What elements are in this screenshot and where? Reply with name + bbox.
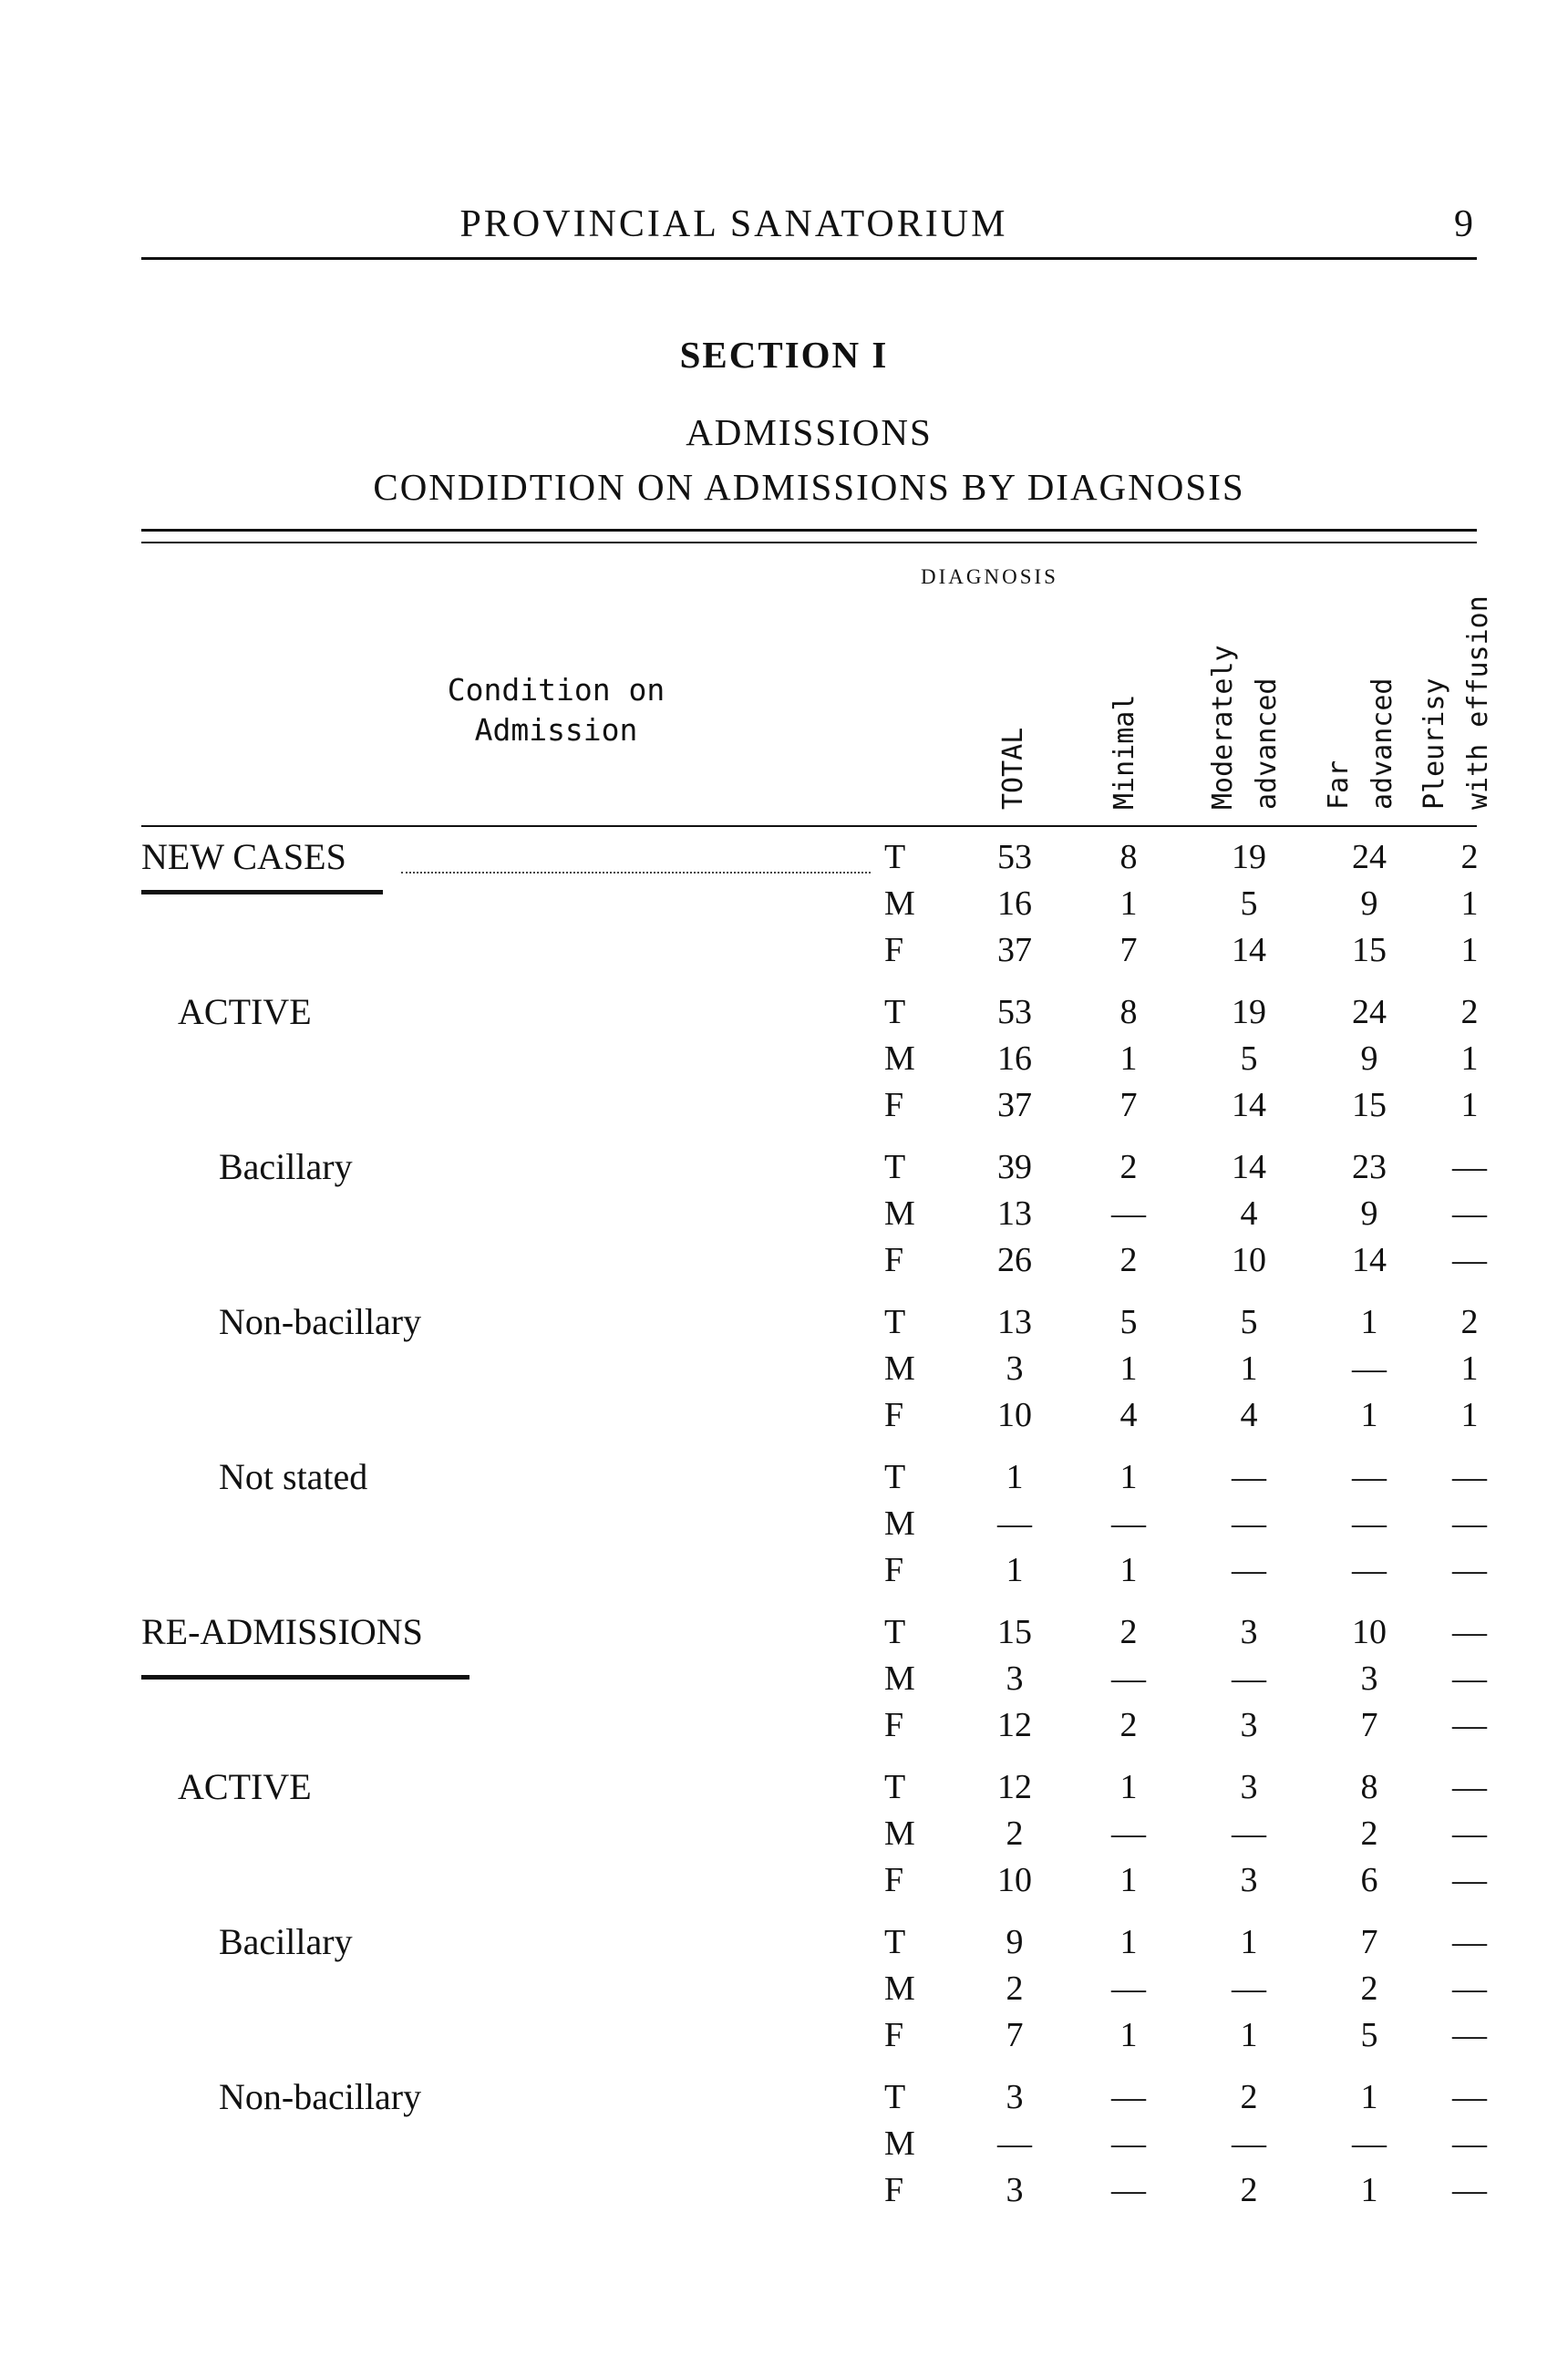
running-head-title: PROVINCIAL SANATORIUM — [459, 203, 1008, 245]
header-rule — [141, 257, 1477, 260]
table-cell: — — [1452, 1768, 1487, 1806]
row-label: Bacillary — [219, 1146, 353, 1187]
table-cell: 3 — [1240, 1706, 1258, 1744]
table-cell: 6 — [1360, 1861, 1378, 1899]
table-cell: 2 — [1119, 1241, 1138, 1279]
sex-code: F — [884, 1241, 904, 1279]
table-cell: 10 — [997, 1396, 1032, 1434]
sex-code: F — [884, 1706, 904, 1744]
table-cell: — — [1452, 2078, 1487, 2116]
table-cell: — — [1111, 1194, 1146, 1233]
column-header-line: with effusion — [1462, 595, 1494, 810]
table-cell: 1 — [1119, 1458, 1138, 1496]
table-cell: 1 — [1460, 1039, 1479, 1078]
sex-code: T — [884, 993, 906, 1031]
column-header-line: advanced — [1251, 677, 1283, 810]
table-top-rule — [141, 529, 1477, 532]
sex-code: T — [884, 1303, 906, 1341]
sex-code: M — [884, 1194, 915, 1233]
table-cell: 7 — [1360, 1706, 1378, 1744]
table-cell: — — [1232, 1504, 1266, 1543]
table-cell: — — [1232, 1551, 1266, 1589]
table-cell: — — [1452, 1504, 1487, 1543]
table-cell: 1 — [1360, 2078, 1378, 2116]
table-cell: 1 — [1240, 1923, 1258, 1961]
table-cell: 1 — [1460, 1349, 1479, 1388]
table-cell: 16 — [997, 1039, 1032, 1078]
table-cell: — — [1232, 1458, 1266, 1496]
header-bottom-rule — [141, 825, 1477, 827]
table-cell: 3 — [1360, 1659, 1378, 1698]
table-cell: 2 — [1360, 1969, 1378, 2008]
table-cell: 39 — [997, 1148, 1032, 1186]
table-cell: 2 — [1240, 2078, 1258, 2116]
table-cell: 4 — [1240, 1396, 1258, 1434]
table-cell: 53 — [997, 838, 1032, 876]
table-cell: 8 — [1119, 838, 1138, 876]
table-cell: 3 — [1240, 1861, 1258, 1899]
table-cell: 5 — [1119, 1303, 1138, 1341]
sex-code: M — [884, 1039, 915, 1078]
table-cell: — — [1232, 1969, 1266, 2008]
sex-code: F — [884, 1551, 904, 1589]
table-cell: — — [1111, 2171, 1146, 2209]
new-cases-underline — [141, 890, 383, 894]
table-cell: — — [1111, 1504, 1146, 1543]
table-cell: 9 — [1360, 884, 1378, 923]
table-cell: — — [1352, 1504, 1387, 1543]
table-cell: — — [1111, 1969, 1146, 2008]
table-cell: 7 — [1006, 2016, 1024, 2054]
sex-code: M — [884, 884, 915, 923]
table-cell: 1 — [1460, 884, 1479, 923]
column-header — [1103, 694, 1140, 811]
table-cell: — — [1452, 1923, 1487, 1961]
table-cell: — — [1452, 2016, 1487, 2054]
table-cell: 10 — [1232, 1241, 1266, 1279]
row-label: Non-bacillary — [219, 2076, 422, 2117]
table-cell: — — [1452, 1551, 1487, 1589]
table-cell: — — [997, 2124, 1032, 2163]
table-cell: 15 — [1352, 1086, 1387, 1124]
table-cell: 2 — [1360, 1814, 1378, 1853]
table-cell: 4 — [1119, 1396, 1138, 1434]
table-cell: 2 — [1240, 2171, 1258, 2209]
table-cell: — — [997, 1504, 1032, 1543]
column-header-line: Minimal — [1109, 694, 1140, 810]
column-header — [1317, 677, 1398, 811]
sex-code: T — [884, 838, 906, 876]
table-cell: — — [1452, 1148, 1487, 1186]
table-cell: 1 — [1460, 1086, 1479, 1124]
table-cell: 7 — [1119, 931, 1138, 969]
table-cell: 13 — [997, 1303, 1032, 1341]
table-cell: 2 — [1119, 1706, 1138, 1744]
sex-code: F — [884, 931, 904, 969]
table-cell: 14 — [1352, 1241, 1387, 1279]
sex-code: T — [884, 1923, 906, 1961]
table-cell: 1 — [1119, 2016, 1138, 2054]
sex-code: F — [884, 1086, 904, 1124]
table-cell: — — [1352, 1551, 1387, 1589]
table-cell: 1 — [1240, 1349, 1258, 1388]
table-cell: 9 — [1360, 1194, 1378, 1233]
table-cell: 37 — [997, 1086, 1032, 1124]
table-cell: 2 — [1460, 1303, 1479, 1341]
table-cell: 23 — [1352, 1148, 1387, 1186]
table-cell: 2 — [1460, 993, 1479, 1031]
sex-code: F — [884, 2171, 904, 2209]
table-cell: — — [1352, 2124, 1387, 2163]
table-cell: 19 — [1232, 838, 1266, 876]
table-cell: 1 — [1240, 2016, 1258, 2054]
condition-header-line: Admission — [474, 712, 638, 748]
table-cell: 19 — [1232, 993, 1266, 1031]
table-cell: 5 — [1240, 1303, 1258, 1341]
table-cell: — — [1452, 2124, 1487, 2163]
row-label: Not stated — [219, 1456, 368, 1497]
table-cell: — — [1352, 1458, 1387, 1496]
row-label: ACTIVE — [178, 991, 312, 1032]
table-cell: 2 — [1460, 838, 1479, 876]
table-cell: 3 — [1006, 1349, 1024, 1388]
table-cell: 1 — [1119, 1923, 1138, 1961]
sex-code: T — [884, 2078, 906, 2116]
page-number: 9 — [1454, 203, 1473, 245]
table-caption: CONDIDTION ON ADMISSIONS BY DIAGNOSIS — [373, 466, 1245, 508]
sex-code: M — [884, 1969, 915, 2008]
column-header-line: Far — [1323, 760, 1355, 810]
table-cell: 2 — [1006, 1969, 1024, 2008]
sex-code: T — [884, 1458, 906, 1496]
condition-header-line: Condition on — [447, 672, 665, 708]
column-header-line: Pleurisy — [1418, 677, 1450, 810]
table-cell: 5 — [1240, 1039, 1258, 1078]
table-cell: 1 — [1119, 884, 1138, 923]
table-cell: 1 — [1119, 1039, 1138, 1078]
sex-code: T — [884, 1148, 906, 1186]
table-cell: 1 — [1360, 2171, 1378, 2209]
table-cell: 26 — [997, 1241, 1032, 1279]
table-cell: — — [1452, 1613, 1487, 1651]
row-label: RE-ADMISSIONS — [141, 1611, 423, 1652]
table-cell: — — [1452, 2171, 1487, 2209]
table-cell: — — [1452, 1969, 1487, 2008]
table-cell: 1 — [1360, 1396, 1378, 1434]
table-cell: 14 — [1232, 931, 1266, 969]
table-cell: 1 — [1119, 1349, 1138, 1388]
table-cell: 1 — [1460, 1396, 1479, 1434]
row-label: Non-bacillary — [219, 1301, 422, 1342]
table-cell: 9 — [1360, 1039, 1378, 1078]
table-cell: 10 — [1352, 1613, 1387, 1651]
table-cell: 2 — [1119, 1613, 1138, 1651]
table-cell: 1 — [1119, 1768, 1138, 1806]
column-header — [992, 727, 1029, 811]
table-cell: — — [1232, 1659, 1266, 1698]
table-cell: 24 — [1352, 838, 1387, 876]
table-cell: — — [1452, 1458, 1487, 1496]
section-title: SECTION I — [679, 334, 889, 376]
table-cell: — — [1111, 2078, 1146, 2116]
table-cell: 37 — [997, 931, 1032, 969]
table-cell: 8 — [1119, 993, 1138, 1031]
table-cell: 3 — [1240, 1613, 1258, 1651]
table-cell: 1 — [1119, 1551, 1138, 1589]
sex-code: M — [884, 1814, 915, 1853]
dotted-leader — [401, 872, 871, 874]
table-cell: 2 — [1006, 1814, 1024, 1853]
sex-code: T — [884, 1613, 906, 1651]
row-label: NEW CASES — [141, 836, 346, 877]
sex-code: M — [884, 2124, 915, 2163]
table-cell: 53 — [997, 993, 1032, 1031]
table-cell: 7 — [1119, 1086, 1138, 1124]
table-cell: 15 — [997, 1613, 1032, 1651]
diagnosis-group-header: DIAGNOSIS — [921, 565, 1058, 588]
column-header-line: Moderately — [1207, 645, 1239, 810]
table-cell: 13 — [997, 1194, 1032, 1233]
sex-code: T — [884, 1768, 906, 1806]
table-cell: — — [1111, 1659, 1146, 1698]
table-cell: 1 — [1006, 1551, 1024, 1589]
table-cell: 24 — [1352, 993, 1387, 1031]
sex-code: F — [884, 1396, 904, 1434]
table-cell: 15 — [1352, 931, 1387, 969]
table-cell: — — [1111, 1814, 1146, 1853]
table-cell: 1 — [1006, 1458, 1024, 1496]
table-cell: 7 — [1360, 1923, 1378, 1961]
table-cell: 4 — [1240, 1194, 1258, 1233]
table-cell: — — [1452, 1861, 1487, 1899]
table-cell: 10 — [997, 1861, 1032, 1899]
table-cell: 1 — [1360, 1303, 1378, 1341]
table-cell: 8 — [1360, 1768, 1378, 1806]
column-header — [1413, 595, 1494, 811]
condition-column-header — [328, 670, 784, 750]
table-cell: 3 — [1240, 1768, 1258, 1806]
table-cell: 3 — [1006, 2078, 1024, 2116]
table-cell: 5 — [1360, 2016, 1378, 2054]
table-cell: — — [1452, 1814, 1487, 1853]
row-label: ACTIVE — [178, 1766, 312, 1807]
table-cell: 5 — [1240, 884, 1258, 923]
table-cell: 14 — [1232, 1086, 1266, 1124]
sex-code: F — [884, 2016, 904, 2054]
readmissions-underline — [141, 1675, 469, 1680]
sex-code: F — [884, 1861, 904, 1899]
table-cell: 14 — [1232, 1148, 1266, 1186]
column-header-line: advanced — [1367, 677, 1398, 810]
table-cell: — — [1452, 1194, 1487, 1233]
sex-code: M — [884, 1504, 915, 1543]
table-cell: — — [1111, 2124, 1146, 2163]
table-cell: 16 — [997, 884, 1032, 923]
table-cell: 1 — [1460, 931, 1479, 969]
section-subtitle: ADMISSIONS — [686, 411, 933, 453]
column-header-line: TOTAL — [997, 727, 1029, 810]
sex-code: M — [884, 1659, 915, 1698]
table-top-rule-2 — [141, 542, 1477, 543]
table-cell: — — [1452, 1706, 1487, 1744]
table-cell: 2 — [1119, 1148, 1138, 1186]
table-cell: 12 — [997, 1768, 1032, 1806]
table-cell: — — [1232, 2124, 1266, 2163]
table-cell: 3 — [1006, 1659, 1024, 1698]
table-cell: — — [1232, 1814, 1266, 1853]
table-cell: 12 — [997, 1706, 1032, 1744]
sex-code: M — [884, 1349, 915, 1388]
row-label: Bacillary — [219, 1921, 353, 1962]
table-cell: 1 — [1119, 1861, 1138, 1899]
table-cell: 9 — [1006, 1923, 1024, 1961]
table-cell: — — [1352, 1349, 1387, 1388]
table-cell: — — [1452, 1659, 1487, 1698]
table-cell: 3 — [1006, 2171, 1024, 2209]
table-cell: — — [1452, 1241, 1487, 1279]
